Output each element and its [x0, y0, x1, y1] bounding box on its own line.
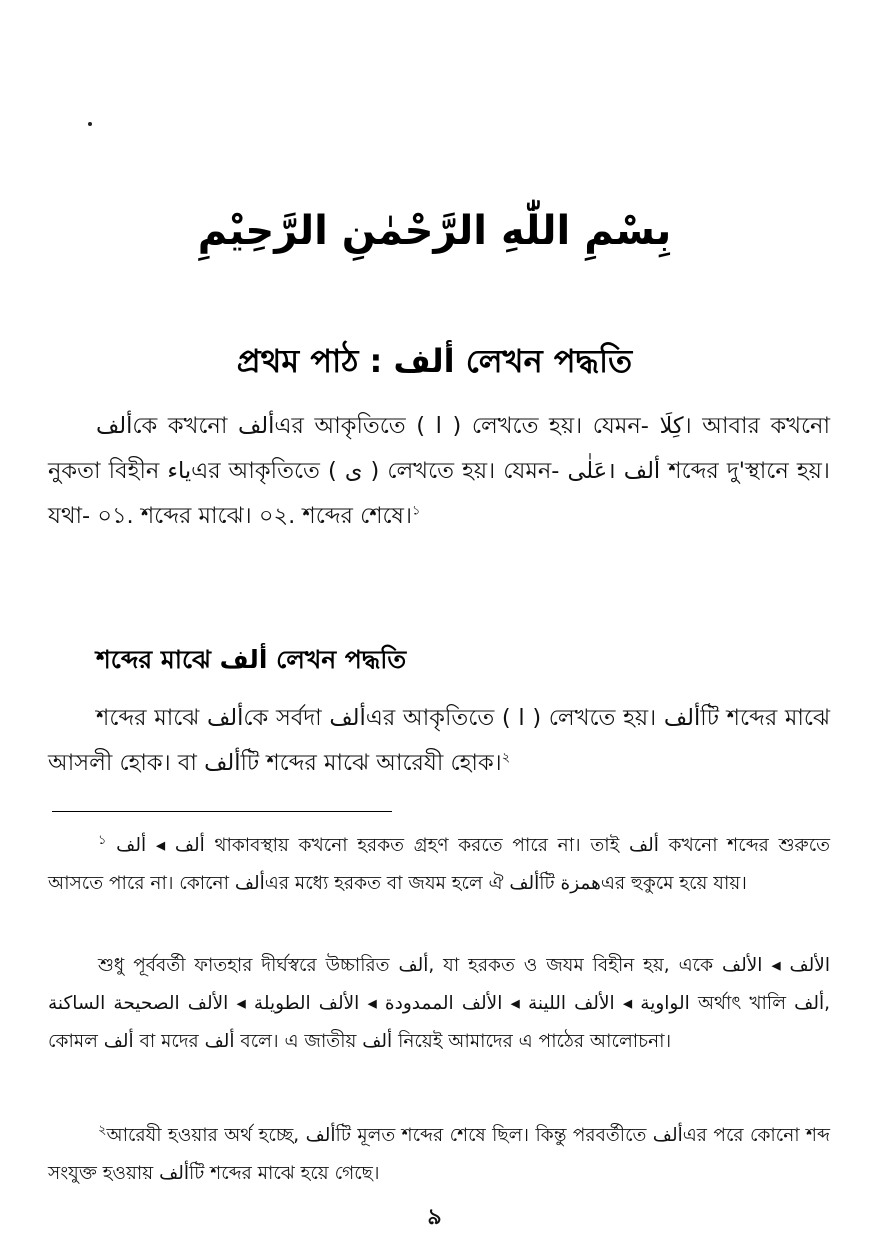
footnote-2-text: আরেযী হওয়ার অর্থ হচ্ছে, ألفটি মূলত শব্দের শেষে ছিল। কিন্তু পরবর্তীতে ألفএর পরে কোনো শব্দ সংযুক্ত হওয়ায় ألفটি শব্দের মাঝে হয়ে গেছে। — [48, 1125, 830, 1184]
footnote-1-continuation: শুধু পূর্ববর্তী ফাতহার দীর্ঘস্বরে উচ্চারিত ألف, যা হরকত ও জযম বিহীন হয়, একে الألف ◂ الألف الواوية ◂ الألف اللينة ◂ الألف الممدودة ◂ الألف الطويلة ◂ الألف الصحيحة الساكنة অর্থাৎ খালি ألف, কোমল ألف বা মদের ألف বলে। এ জাতীয় ألف নিয়েই আমাদের এ পাঠের আলোচনা। — [48, 955, 830, 1052]
footnote-divider — [52, 811, 392, 812]
section-footnote-mark[interactable]: ২ — [501, 750, 511, 766]
footnote-1-mark: ১ — [98, 832, 107, 848]
ink-speck — [88, 122, 92, 126]
footnote-1 — [48, 827, 830, 903]
section-paragraph-text: শব্দের মাঝে ألفকে সর্বদা ألفএর আকৃতিতে ( ا ) লেখতে হয়। ألفটি শব্দের মাঝে আসলী হোক। বা ألفটি শব্দের মাঝে আরেযী হোক। — [48, 705, 830, 776]
footnote-1-text: ألف ◂ ألف থাকাবস্থায় কখনো হরকত গ্রহণ করতে পারে না। তাই ألف কখনো শব্দের শুরুতে আসতে পারে না। কোনো ألفএর মধ্যে হরকত বা জযম হলে ঐ ألفটি همزةএর হুকুমে হয়ে যায়। — [48, 835, 831, 894]
footnote-2 — [48, 1117, 830, 1193]
intro-footnote-mark[interactable]: ১ — [412, 503, 421, 519]
section-paragraph — [48, 696, 830, 786]
lesson-title: প্রথম পাঠ : ألف লেখন পদ্ধতি — [236, 342, 633, 380]
intro-paragraph-text: ألفকে কখনো ألفএর আকৃতিতে ( ا ) লেখতে হয়। যেমন- كِلَا। আবার কখনো নুকতা বিহীন ياءএর আকৃতিতে ( ى ) লেখতে হয়। যেমন- عَلٰى। ألف শব্দের দু'স্থানে হয়। যথা- ০১. শব্দের মাঝে। ০২. শব্দের শেষে। — [48, 413, 830, 529]
section-heading: শব্দের মাঝে ألف লেখন পদ্ধতি — [96, 645, 407, 674]
intro-paragraph — [48, 404, 830, 539]
page-number: ৯ — [427, 1205, 442, 1230]
bismillah-calligraphy: بِسْمِ اللّٰهِ الرَّحْمٰنِ الرَّحِيْمِ — [197, 208, 672, 254]
footnote-2-mark: ২ — [98, 1122, 107, 1138]
